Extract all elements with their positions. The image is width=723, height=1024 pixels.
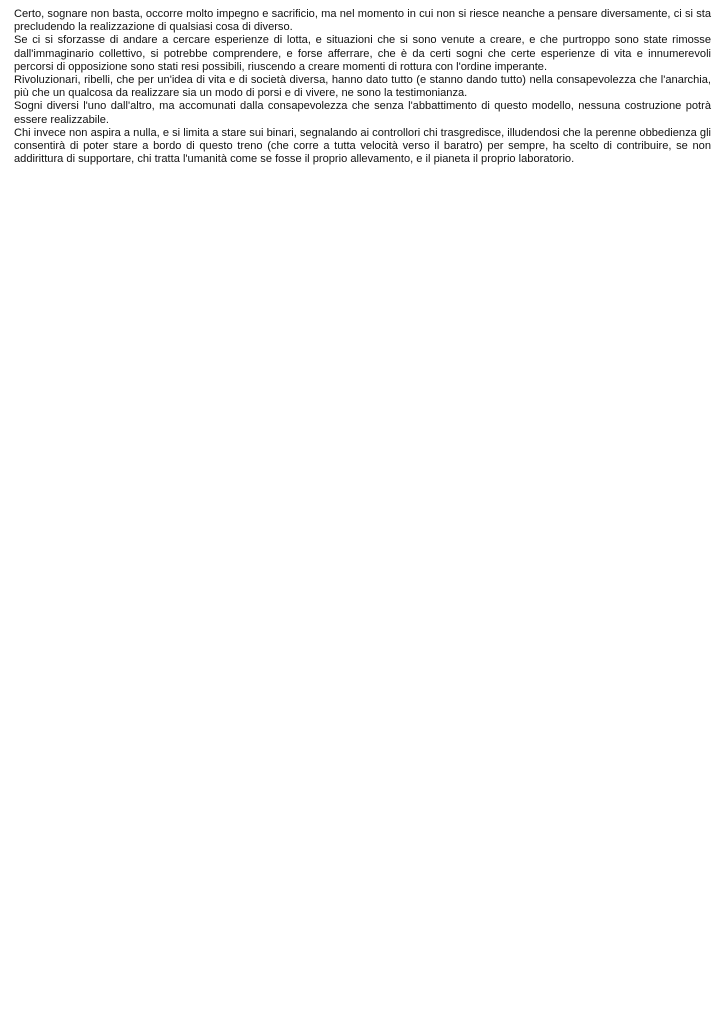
paragraph-2: Se ci si sforzasse di andare a cercare esperienze di lotta, e situazioni che si sono venute a creare, e che purtroppo sono state rimosse dall'immaginario collettivo, si potrebbe comprendere, e forse afferrare, che è da certi sogni che certe esperienze di vita e innumerevoli percorsi di opposizione sono stati resi possibili, riuscendo a creare momenti di rottura con l'ordine imperante. [14,34,711,73]
paragraph-3: Rivoluzionari, ribelli, che per un'idea di vita e di società diversa, hanno dato tutto (e stanno dando tutto) nella consapevolezza che l'anarchia, più che un qualcosa da realizzare sia un modo di porsi e di vivere, ne sono la testimonianza. [14,74,711,100]
paragraph-5: Chi invece non aspira a nulla, e si limita a stare sui binari, segnalando ai controllori chi trasgredisce, illudendosi che la perenne obbedienza gli consentirà di poter stare a bordo di questo treno (che corre a tutta velocità verso il baratro) per sempre, ha scelto di contribuire, se non addirittura di supportare, chi tratta l'umanità come se fosse il proprio allevamento, e il pianeta il proprio laboratorio. [14,126,711,166]
paragraph-1: Certo, sognare non basta, occorre molto impegno e sacrificio, ma nel momento in cui non si riesce neanche a pensare diversamente, ci si sta precludendo la realizzazione di qualsiasi cosa di diverso. [14,8,711,34]
paragraph-4: Sogni diversi l'uno dall'altro, ma accomunati dalla consapevolezza che senza l'abbattimento di questo modello, nessuna costruzione potrà essere realizzabile. [14,100,711,126]
